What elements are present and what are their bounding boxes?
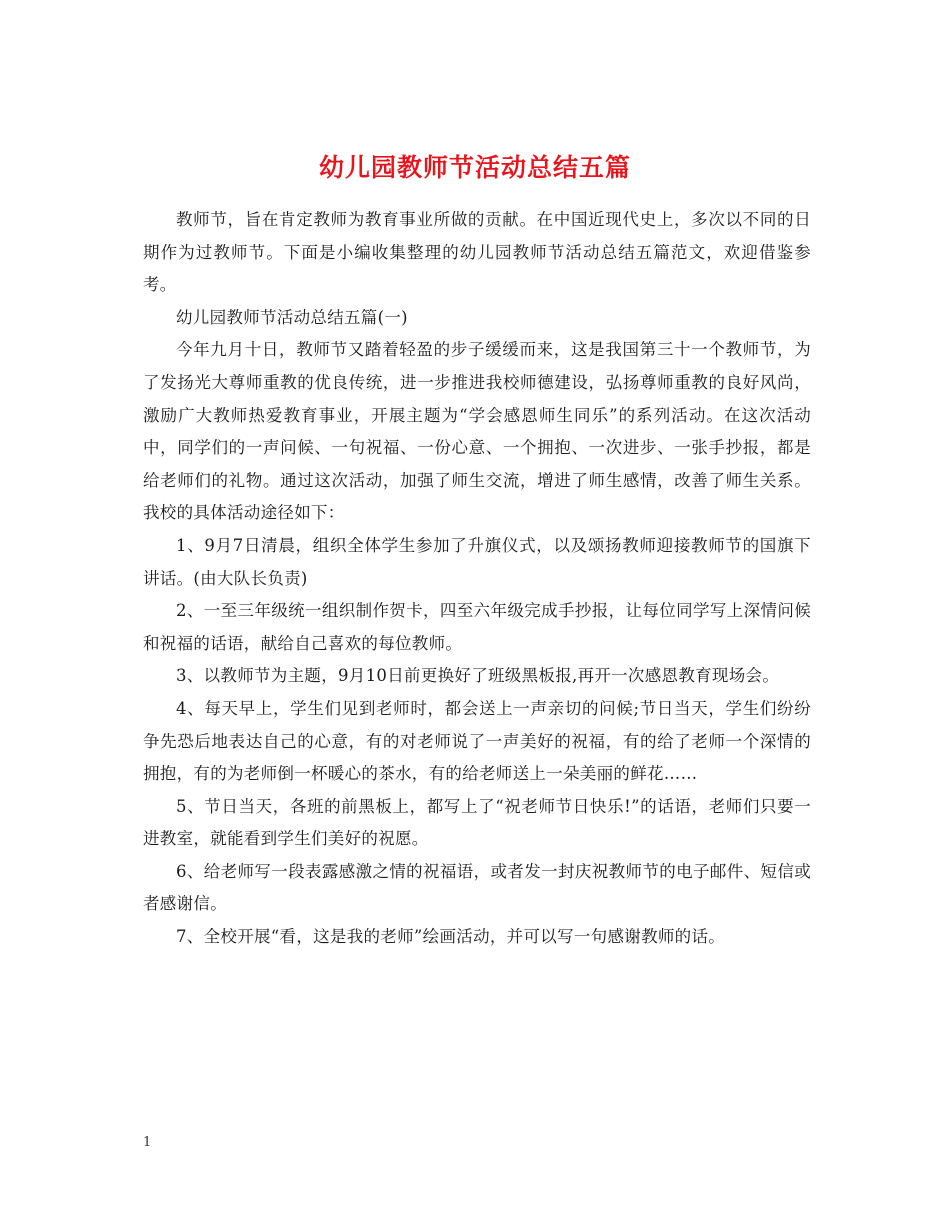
list-item-1: 1、9月7日清晨，组织全体学生参加了升旗仪式，以及颂扬教师迎接教师节的国旗下讲话。(由大队长负责): [143, 535, 811, 588]
list-item-3: 3、以教师节为主题，9月10日前更换好了班级黑板报,再开一次感恩教育现场会。: [176, 666, 780, 686]
document-title: 幼儿园教师节活动总结五篇: [318, 152, 631, 182]
intro-paragraph: 教师节，旨在肯定教师为教育事业所做的贡献。在中国近现代史上，多次以不同的日期作为过教师节。下面是小编收集整理的幼儿园教师节活动总结五篇范文，欢迎借鉴参考。: [143, 210, 811, 295]
list-item-4: 4、每天早上，学生们见到老师时，都会送上一声亲切的问候;节日当天，学生们纷纷争先恐后地表达自己的心意，有的对老师说了一声美好的祝福，有的给了老师一个深情的拥抱，有的为老师倒一杯暖心的茶水，有的给老师送上一朵美丽的鲜花……: [143, 698, 811, 784]
document-body: [143, 204, 811, 954]
section-heading: 幼儿园教师节活动总结五篇(一): [176, 307, 408, 327]
list-item-7: 7、全校开展“看，这是我的老师”绘画活动，并可以写一句感谢教师的话。: [176, 927, 726, 947]
list-item-5: 5、节日当天，各班的前黑板上，都写上了“祝老师节日快乐!”的话语，老师们只要一进教室，就能看到学生们美好的祝愿。: [143, 796, 811, 849]
body-paragraph: 今年九月十日，教师节又踏着轻盈的步子缓缓而来，这是我国第三十一个教师节，为了发扬光大尊师重教的优良传统，进一步推进我校师德建设，弘扬尊师重教的良好风尚，激励广大教师热爱教育事业，开展主题为“学会感恩师生同乐”的系列活动。在这次活动中，同学们的一声问候、一句祝福、一份心意、一个拥抱、一次进步、一张手抄报，都是给老师们的礼物。通过这次活动，加强了师生交流，增进了师生感情，改善了师生关系。我校的具体活动途径如下：: [143, 340, 811, 523]
list-item-2: 2、一至三年级统一组织制作贺卡，四至六年级完成手抄报，让每位同学写上深情问候和祝福的话语，献给自己喜欢的每位教师。: [143, 601, 811, 653]
list-item-6: 6、给老师写一段表露感激之情的祝福语，或者发一封庆祝教师节的电子邮件、短信或者感谢信。: [143, 861, 811, 914]
page-number: 1: [143, 1135, 152, 1150]
